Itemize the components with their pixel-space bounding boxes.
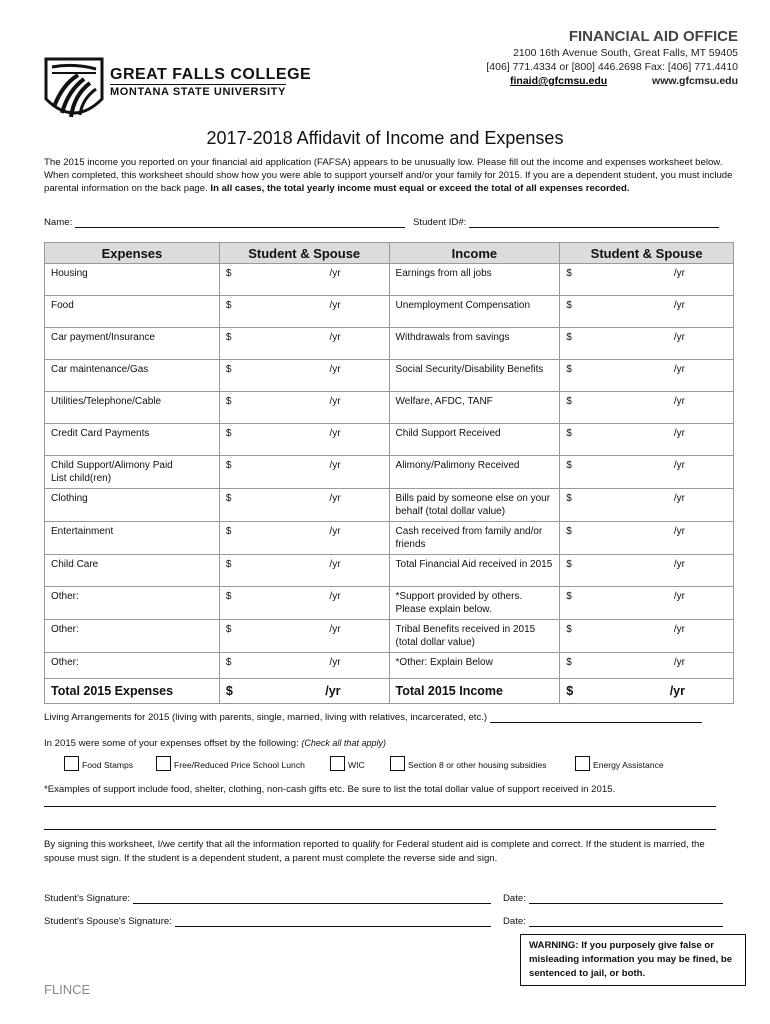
total-expenses-label: Total 2015 Expenses bbox=[51, 684, 174, 698]
per-year: /yr bbox=[329, 559, 341, 570]
total-income-label-cell bbox=[389, 679, 560, 704]
currency-symbol: $ bbox=[225, 559, 232, 570]
income-label: Unemployment Compensation bbox=[395, 300, 531, 311]
expense-label: Other: bbox=[51, 657, 79, 668]
per-year: /yr bbox=[669, 684, 685, 698]
currency-symbol: $ bbox=[225, 684, 233, 698]
table-row bbox=[45, 587, 734, 620]
expense-amount-cell[interactable] bbox=[219, 653, 389, 679]
contact-block bbox=[420, 46, 738, 88]
expense-label-cell bbox=[45, 620, 220, 653]
income-amount-cell[interactable] bbox=[560, 522, 734, 555]
per-year: /yr bbox=[329, 364, 341, 375]
currency-symbol: $ bbox=[566, 526, 572, 537]
per-year: /yr bbox=[673, 364, 685, 375]
college-logo-icon bbox=[44, 55, 104, 125]
income-label-cell bbox=[389, 587, 560, 620]
student-signature-input[interactable] bbox=[133, 903, 491, 904]
per-year: /yr bbox=[329, 396, 341, 407]
form-code: FLINCE bbox=[44, 982, 91, 997]
expense-label-cell bbox=[45, 587, 220, 620]
table-row bbox=[45, 620, 734, 653]
option-label: Energy Assistance bbox=[593, 760, 664, 770]
currency-symbol: $ bbox=[225, 460, 232, 471]
table-row bbox=[45, 456, 734, 489]
currency-symbol: $ bbox=[225, 268, 232, 279]
logo-name: GREAT FALLS COLLEGE bbox=[110, 66, 312, 83]
currency-symbol: $ bbox=[225, 591, 232, 602]
total-income-label: Total 2015 Income bbox=[395, 684, 503, 698]
currency-symbol: $ bbox=[566, 396, 572, 407]
per-year: /yr bbox=[329, 428, 341, 439]
offset-label: In 2015 were some of your expenses offset by the following: bbox=[44, 738, 299, 749]
income-label-cell bbox=[389, 522, 560, 555]
currency-symbol: $ bbox=[225, 428, 232, 439]
student-id-label: Student ID#: bbox=[413, 217, 467, 228]
student-id-row bbox=[413, 217, 719, 228]
offset-option-section8[interactable] bbox=[390, 756, 547, 771]
per-year: /yr bbox=[329, 460, 341, 471]
name-label: Name: bbox=[44, 217, 73, 228]
header-income-amount: Student & Spouse bbox=[560, 243, 734, 264]
income-label-cell bbox=[389, 620, 560, 653]
expense-amount-cell[interactable] bbox=[219, 328, 389, 360]
income-label-cell bbox=[389, 653, 560, 679]
currency-symbol: $ bbox=[225, 364, 232, 375]
table-row bbox=[45, 653, 734, 679]
total-expenses-label-cell bbox=[45, 679, 220, 704]
income-label-cell bbox=[389, 489, 560, 522]
phones: [406] 771.4334 or [800] 446.2698 Fax: [406] 771.4410 bbox=[486, 61, 738, 73]
expense-label: Car maintenance/Gas bbox=[51, 364, 149, 375]
income-label-cell bbox=[389, 555, 560, 587]
expense-amount-cell[interactable] bbox=[219, 489, 389, 522]
income-label-cell bbox=[389, 296, 560, 328]
income-amount-cell[interactable] bbox=[560, 620, 734, 653]
expense-label: Other: bbox=[51, 624, 79, 635]
logo-subtitle: MONTANA STATE UNIVERSITY bbox=[110, 86, 286, 98]
total-income-amount-cell[interactable] bbox=[560, 679, 734, 704]
income-label-cell bbox=[389, 264, 560, 296]
currency-symbol: $ bbox=[566, 624, 572, 635]
currency-symbol: $ bbox=[566, 460, 572, 471]
table-row bbox=[45, 522, 734, 555]
table-body bbox=[45, 264, 734, 704]
income-label: Alimony/Palimony Received bbox=[395, 460, 520, 471]
per-year: /yr bbox=[673, 396, 685, 407]
expense-label-cell bbox=[45, 424, 220, 456]
income-amount-cell[interactable] bbox=[560, 264, 734, 296]
support-explain-line-1[interactable] bbox=[44, 792, 716, 807]
income-amount-cell[interactable] bbox=[560, 489, 734, 522]
expense-label-cell bbox=[45, 360, 220, 392]
expense-label: Entertainment bbox=[51, 526, 114, 537]
warning-box: WARNING: If you purposely give false or misleading information you may be fined, be sentenced to jail, or both. bbox=[520, 934, 746, 986]
income-label-cell bbox=[389, 456, 560, 489]
per-year: /yr bbox=[329, 300, 341, 311]
income-label: Total Financial Aid received in 2015 bbox=[395, 559, 553, 570]
expense-label: Other: bbox=[51, 591, 79, 602]
currency-symbol: $ bbox=[225, 624, 232, 635]
per-year: /yr bbox=[673, 493, 685, 504]
expense-label: Child Support/Alimony Paid List child(ren) bbox=[51, 460, 173, 484]
income-label: Tribal Benefits received in 2015 (total dollar value) bbox=[395, 624, 536, 648]
per-year: /yr bbox=[325, 684, 341, 698]
expense-amount-cell[interactable] bbox=[219, 296, 389, 328]
checkbox[interactable] bbox=[330, 756, 345, 771]
expense-amount-cell[interactable] bbox=[219, 360, 389, 392]
spouse-signature-label: Student's Spouse's Signature: bbox=[44, 916, 172, 927]
income-label: Bills paid by someone else on your behalf (total dollar value) bbox=[395, 493, 551, 517]
income-label: Withdrawals from savings bbox=[395, 332, 510, 343]
option-label: Food Stamps bbox=[82, 760, 134, 770]
income-amount-cell[interactable] bbox=[560, 296, 734, 328]
income-label: Social Security/Disability Benefits bbox=[395, 364, 544, 375]
address: 2100 16th Avenue South, Great Falls, MT 59405 bbox=[513, 47, 738, 59]
expense-label: Car payment/Insurance bbox=[51, 332, 155, 343]
per-year: /yr bbox=[673, 300, 685, 311]
offset-option-wic[interactable] bbox=[330, 756, 365, 771]
per-year: /yr bbox=[329, 332, 341, 343]
expense-label: Credit Card Payments bbox=[51, 428, 150, 439]
name-field-row bbox=[44, 217, 405, 228]
website-link[interactable]: www.gfcmsu.edu bbox=[652, 75, 738, 87]
income-label: *Other: Explain Below bbox=[395, 657, 493, 668]
expense-amount-cell[interactable] bbox=[219, 522, 389, 555]
table-row bbox=[45, 489, 734, 522]
per-year: /yr bbox=[673, 591, 685, 602]
table-row bbox=[45, 328, 734, 360]
currency-symbol: $ bbox=[225, 300, 232, 311]
income-label-cell bbox=[389, 424, 560, 456]
currency-symbol: $ bbox=[566, 684, 574, 698]
total-expenses-amount-cell[interactable] bbox=[219, 679, 389, 704]
expense-label-cell bbox=[45, 653, 220, 679]
living-label: Living Arrangements for 2015 (living with parents, single, married, living with relatives, incarcerated, etc.) bbox=[44, 712, 488, 723]
expense-amount-cell[interactable] bbox=[219, 587, 389, 620]
currency-symbol: $ bbox=[566, 559, 572, 570]
expense-amount-cell[interactable] bbox=[219, 555, 389, 587]
per-year: /yr bbox=[673, 460, 685, 471]
email-link[interactable]: finaid@gfcmsu.edu bbox=[510, 75, 608, 87]
offset-option-school-lunch[interactable] bbox=[156, 756, 305, 771]
currency-symbol: $ bbox=[225, 657, 232, 668]
income-label: Child Support Received bbox=[395, 428, 501, 439]
currency-symbol: $ bbox=[225, 332, 232, 343]
expense-label-cell bbox=[45, 264, 220, 296]
income-label-cell bbox=[389, 360, 560, 392]
header-expenses: Expenses bbox=[45, 243, 220, 264]
income-label: Welfare, AFDC, TANF bbox=[395, 396, 493, 407]
income-amount-cell[interactable] bbox=[560, 587, 734, 620]
student-date-label: Date: bbox=[503, 893, 526, 904]
income-label: Earnings from all jobs bbox=[395, 268, 492, 279]
expense-amount-cell[interactable] bbox=[219, 424, 389, 456]
certify-statement: By signing this worksheet, I/we certify that all the information reported to qualify for Federal student aid is complete and correct. If the student is married, the spouse must sign. If the student is a dependent student, a parent must complete the reverse side and sign. bbox=[44, 839, 705, 864]
expense-amount-cell[interactable] bbox=[219, 620, 389, 653]
currency-symbol: $ bbox=[566, 300, 572, 311]
currency-symbol: $ bbox=[566, 268, 572, 279]
per-year: /yr bbox=[329, 657, 341, 668]
offset-question bbox=[44, 738, 386, 749]
currency-symbol: $ bbox=[566, 493, 572, 504]
name-input[interactable] bbox=[75, 227, 405, 228]
offset-option-energy[interactable] bbox=[575, 756, 664, 771]
currency-symbol: $ bbox=[225, 526, 232, 537]
checkbox[interactable] bbox=[64, 756, 79, 771]
table-row bbox=[45, 264, 734, 296]
expense-label: Utilities/Telephone/Cable bbox=[51, 396, 162, 407]
support-explain-line-2[interactable] bbox=[44, 815, 716, 830]
per-year: /yr bbox=[673, 428, 685, 439]
student-date-input[interactable] bbox=[529, 903, 723, 904]
per-year: /yr bbox=[329, 268, 341, 279]
spouse-signature-row bbox=[44, 916, 491, 927]
expense-label: Child Care bbox=[51, 559, 99, 570]
income-amount-cell[interactable] bbox=[560, 392, 734, 424]
currency-symbol: $ bbox=[566, 591, 572, 602]
spouse-date-input[interactable] bbox=[529, 926, 723, 927]
option-label: Section 8 or other housing subsidies bbox=[408, 760, 547, 770]
expense-label-cell bbox=[45, 555, 220, 587]
intro-bold: In all cases, the total yearly income must equal or exceed the total of all expenses recorded. bbox=[210, 183, 630, 194]
student-date-row bbox=[503, 893, 723, 904]
per-year: /yr bbox=[673, 559, 685, 570]
currency-symbol: $ bbox=[225, 396, 232, 407]
income-label: *Support provided by others. Please explain below. bbox=[395, 591, 523, 615]
expense-label: Food bbox=[51, 300, 74, 311]
checkbox[interactable] bbox=[390, 756, 405, 771]
living-row bbox=[44, 712, 702, 723]
table-row bbox=[45, 392, 734, 424]
expense-label-cell bbox=[45, 456, 220, 489]
support-note: *Examples of support include food, shelter, clothing, non-cash gifts etc. Be sure to list the total dollar value of support received in 2015. bbox=[44, 784, 616, 795]
checkbox[interactable] bbox=[156, 756, 171, 771]
expense-label-cell bbox=[45, 522, 220, 555]
intro-text: The 2015 income you reported on your financial aid application (FAFSA) appears to be unusually low. Please fill out the income and expenses worksheet below. When completed, this worksheet should show how you were able to support yourself and/or your family for 2015. If you are a dependent student, you must include parental information on the back page. bbox=[44, 157, 733, 194]
student-id-input[interactable] bbox=[469, 227, 719, 228]
table-row bbox=[45, 424, 734, 456]
expense-label: Housing bbox=[51, 268, 88, 279]
student-signature-label: Student's Signature: bbox=[44, 893, 131, 904]
per-year: /yr bbox=[329, 493, 341, 504]
intro-paragraph bbox=[44, 156, 744, 195]
expense-label-cell bbox=[45, 392, 220, 424]
totals-row bbox=[45, 679, 734, 704]
expense-label-cell bbox=[45, 489, 220, 522]
table-row bbox=[45, 296, 734, 328]
currency-symbol: $ bbox=[566, 428, 572, 439]
table-row bbox=[45, 360, 734, 392]
per-year: /yr bbox=[329, 591, 341, 602]
per-year: /yr bbox=[673, 526, 685, 537]
income-label-cell bbox=[389, 392, 560, 424]
per-year: /yr bbox=[329, 526, 341, 537]
option-label: WIC bbox=[348, 760, 365, 770]
header-expenses-amount: Student & Spouse bbox=[219, 243, 389, 264]
currency-symbol: $ bbox=[566, 657, 572, 668]
page-title: 2017-2018 Affidavit of Income and Expenses bbox=[206, 128, 564, 148]
income-amount-cell[interactable] bbox=[560, 424, 734, 456]
offset-option-food-stamps[interactable] bbox=[64, 756, 133, 771]
income-amount-cell[interactable] bbox=[560, 360, 734, 392]
student-signature-row bbox=[44, 893, 491, 904]
income-label-cell bbox=[389, 328, 560, 360]
currency-symbol: $ bbox=[225, 493, 232, 504]
income-label: Cash received from family and/or friends bbox=[395, 526, 543, 550]
spouse-date-label: Date: bbox=[503, 916, 526, 927]
expense-amount-cell[interactable] bbox=[219, 456, 389, 489]
table-row bbox=[45, 555, 734, 587]
expense-label: Clothing bbox=[51, 493, 88, 504]
currency-symbol: $ bbox=[566, 364, 572, 375]
expense-amount-cell[interactable] bbox=[219, 264, 389, 296]
expense-amount-cell[interactable] bbox=[219, 392, 389, 424]
income-amount-cell[interactable] bbox=[560, 555, 734, 587]
per-year: /yr bbox=[673, 624, 685, 635]
income-expenses-table bbox=[44, 242, 734, 704]
per-year: /yr bbox=[673, 268, 685, 279]
office-title: FINANCIAL AID OFFICE bbox=[568, 28, 738, 45]
spouse-signature-input[interactable] bbox=[175, 926, 491, 927]
expense-label-cell bbox=[45, 296, 220, 328]
income-amount-cell[interactable] bbox=[560, 456, 734, 489]
header-income: Income bbox=[389, 243, 560, 264]
checkbox[interactable] bbox=[575, 756, 590, 771]
per-year: /yr bbox=[673, 332, 685, 343]
income-amount-cell[interactable] bbox=[560, 653, 734, 679]
per-year: /yr bbox=[673, 657, 685, 668]
per-year: /yr bbox=[329, 624, 341, 635]
spouse-date-row bbox=[503, 916, 723, 927]
option-label: Free/Reduced Price School Lunch bbox=[174, 760, 305, 770]
income-amount-cell[interactable] bbox=[560, 328, 734, 360]
offset-hint: (Check all that apply) bbox=[301, 738, 386, 748]
living-input[interactable] bbox=[490, 722, 702, 723]
currency-symbol: $ bbox=[566, 332, 572, 343]
expense-label-cell bbox=[45, 328, 220, 360]
